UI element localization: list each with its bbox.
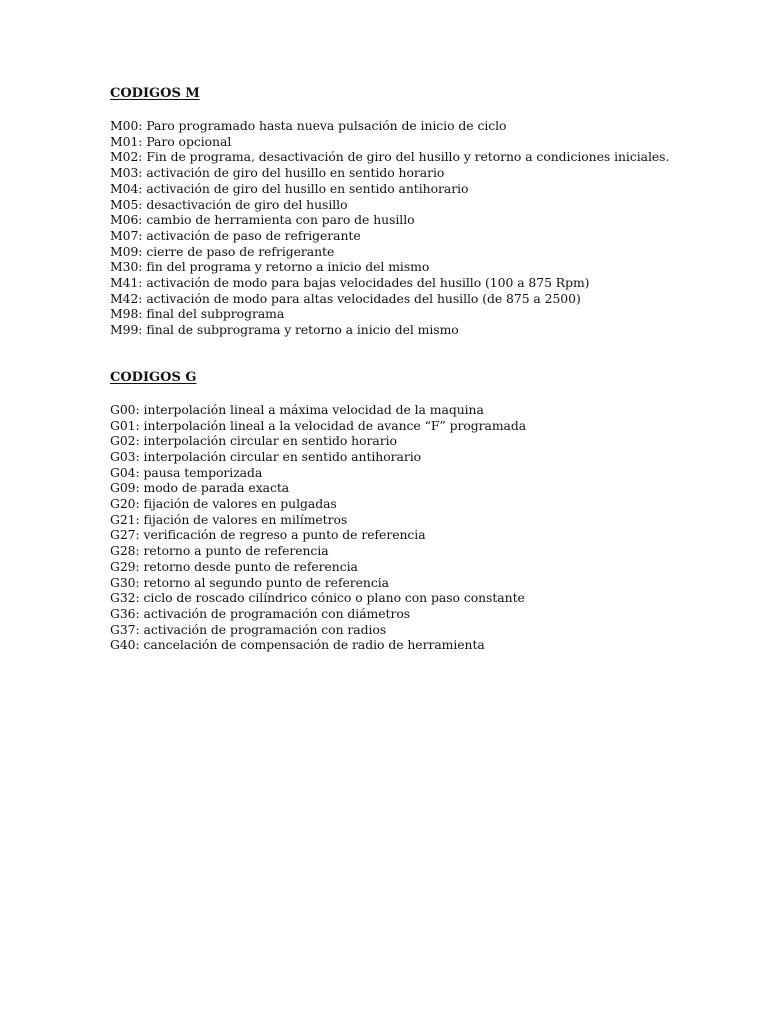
list-item: M07: activación de paso de refrigerante: [110, 227, 361, 243]
list-item: G20: fijación de valores en pulgadas: [110, 496, 337, 512]
list-item: M42: activación de modo para altas velocidades del husillo (de 875 a 2500): [110, 290, 581, 306]
list-item: G03: interpolación circular en sentido antihorario: [110, 448, 422, 464]
list-item: G32: ciclo de roscado cilíndrico cónico o plano con paso constante: [110, 590, 525, 606]
section-codigos-g: [110, 370, 740, 653]
list-item: M98: final del subprograma: [110, 306, 285, 322]
list-item: M05: desactivación de giro del husillo: [110, 196, 348, 212]
list-item: G04: pausa temporizada: [110, 464, 263, 480]
list-item: M41: activación de modo para bajas velocidades del husillo (100 a 875 Rpm): [110, 275, 590, 291]
section-title-g: CODIGOS G: [110, 369, 197, 385]
list-item: M30: fin del programa y retorno a inicio del mismo: [110, 259, 430, 275]
list-item: G01: interpolación lineal a la velocidad de avance “F” programada: [110, 417, 527, 433]
list-item: G37: activación de programación con radios: [110, 621, 387, 637]
list-item: M02: Fin de programa, desactivación de giro del husillo y retorno a condiciones iniciales.: [110, 149, 670, 165]
code-list-g: [110, 402, 740, 653]
list-item: M04: activación de giro del husillo en sentido antihorario: [110, 180, 469, 196]
list-item: G09: modo de parada exacta: [110, 480, 290, 496]
list-item: G29: retorno desde punto de referencia: [110, 558, 358, 574]
section-codigos-m: [110, 86, 740, 338]
code-list-m: [110, 118, 740, 338]
list-item: G00: interpolación lineal a máxima velocidad de la maquina: [110, 401, 484, 417]
list-item: G30: retorno al segundo punto de referencia: [110, 574, 389, 590]
list-item: G40: cancelación de compensación de radio de herramienta: [110, 637, 485, 653]
list-item: M09: cierre de paso de refrigerante: [110, 243, 335, 259]
list-item: M00: Paro programado hasta nueva pulsación de inicio de ciclo: [110, 118, 507, 133]
list-item: G28: retorno a punto de referencia: [110, 543, 329, 559]
list-item: M06: cambio de herramienta con paro de husillo: [110, 212, 415, 228]
list-item: G02: interpolación circular en sentido horario: [110, 433, 397, 449]
list-item: M99: final de subprograma y retorno a inicio del mismo: [110, 322, 459, 338]
list-item: G27: verificación de regreso a punto de referencia: [110, 527, 426, 543]
document-page: [110, 86, 740, 653]
list-item: G21: fijación de valores en milímetros: [110, 511, 348, 527]
list-item: M03: activación de giro del husillo en sentido horario: [110, 165, 445, 181]
section-title-m: CODIGOS M: [110, 86, 200, 101]
list-item: G36: activación de programación con diámetros: [110, 605, 411, 621]
list-item: M01: Paro opcional: [110, 133, 232, 149]
